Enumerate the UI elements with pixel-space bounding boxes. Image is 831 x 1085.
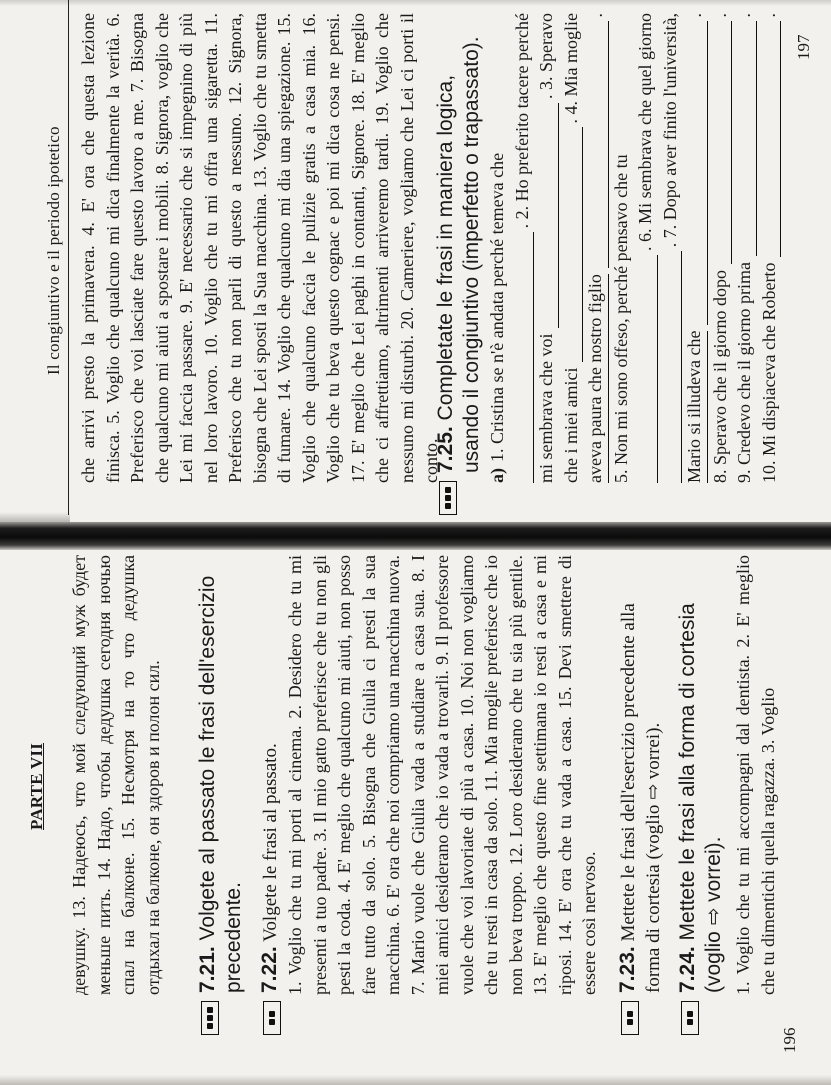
- exercise-7-25-title: 7.25. Completate le frasi in maniera logica, usando il congiuntivo (imperfetto o trapassato).: [434, 36, 483, 473]
- line: a) 1. Cristina se n'è andata perché temeva che: [487, 152, 507, 483]
- line: che i miei amici . 4. Mia moglie: [559, 13, 584, 483]
- difficulty-badge-3: [439, 481, 457, 515]
- difficulty-badge-2: [263, 1001, 281, 1035]
- running-head: PARTE VII: [27, 742, 46, 830]
- line: mi sembrava che voi . 3. Speravo: [534, 13, 559, 483]
- exercise-7-24-text: 1. Voglio che tu mi accompagni dal dentista. 2. E' meglio che tu dimentichi quella ragazza. 3. Voglio: [733, 555, 778, 995]
- exercise-7-23-heading: 7.23. Mettete le frasi dell'esercizio precedente alla forma di cortesia (voglio ⇨ vorrei).: [615, 555, 666, 1035]
- exercise-7-25-heading: [433, 10, 485, 515]
- exercise-7-22-heading: 7.22. Volgete le frasi al passato.: [257, 555, 283, 1035]
- exercise-7-25-lines: [485, 13, 781, 483]
- line: 5. Non mi sono offeso, perché pensavo che tu: [610, 154, 631, 483]
- running-head: Il congiuntivo e il periodo ipotetico: [44, 126, 63, 375]
- exercise-number: 7.22.: [258, 946, 281, 993]
- header-rule: [68, 0, 69, 515]
- page-number: 197: [794, 34, 813, 60]
- line: aveva paura che nostro figlio .: [583, 13, 609, 483]
- exercise-7-24-heading: 7.24. Mettete le frasi alla forma di cortesia (voglio ⇨ vorrei).: [675, 555, 727, 1035]
- difficulty-badge-3: [201, 1001, 219, 1035]
- line: 8. Speravo che il giorno dopo .: [708, 13, 733, 483]
- exercise-number: 7.21.: [196, 946, 219, 993]
- continued-exercise-text: [76, 13, 444, 483]
- line: 10. Mi dispiaceva che Roberto .: [757, 13, 782, 483]
- exercise-number: 7.25.: [434, 426, 457, 473]
- line: Mario si illudeva che .: [682, 13, 708, 483]
- russian-sentences: девушку. 13. Надеюсь, что мой следующий муж будет меньше пить. 14. Надо, чтобы дедушка сегодня ночью спал на балконе. 15. Несмотря на то что дедушка отдыхал на балконе, он здоров и полон сил.: [69, 555, 163, 995]
- page-number: 196: [780, 1027, 799, 1053]
- exercise-7-22-text: 1. Voglio che tu mi porti al cinema. 2. Desidero che tu mi presenti a tuo padre. 3. Il mio gatto preferisce che tu non gli pesti la coda. 4. E' meglio che qualcuno mi aiuti, non posso fare tutto da solo. 5. Bisogna che Giulia ci presti la sua macchina. 6. E' ora che noi compriamo una macchina nuova. 7. Mario vuole che Giulia vada a studiare a casa sua. 8. I miei amici desiderano che io vada a trovarli. 9. Il professore vuole che voi lavoriate di più a casa. 10. Noi non vogliamo che tu resti in casa da solo. 11. Mia moglie preferisce che io non beva troppo. 12. Loro desiderano che tu sia più gentile. 13. E' meglio che questo fine settimana io resti a casa e mi riposi. 14. E' ora che tu vada a casa. 15. Devi smettere di essere così nervoso.: [285, 555, 599, 995]
- exercise-7-21-heading: 7.21. Volgete al passato le frasi dell'esercizio precedente.: [195, 555, 247, 1035]
- exercise-number: 7.23.: [616, 946, 639, 993]
- page-197: [40, 0, 820, 515]
- page-196: [25, 535, 805, 1055]
- line: . 7. Dopo aver finito l'università,: [658, 13, 683, 483]
- scan-edge-bottom: [0, 1075, 831, 1085]
- line: . 2. Ho preferito tacere perché: [510, 13, 535, 483]
- continued-paragraph: che arrivi presto la primavera. 4. E' ora che questa lezione finisca. 5. Voglio che qualcuno mi dica finalmente la verità. 6. Preferisco che voi lasciate fare questo lavoro a me. 7. Bisogna che qualcuno mi aiuti a spostare i mobili. 8. Signora, voglio che Lei mi faccia passare. 9. E' necessario che si impegnino di più nel loro lavoro. 10. Voglio che tu mi offra una sigaretta. 11. Preferisco che tu non parli di questo a nessuno. 12. Signora, bisogna che Lei sposti la Sua macchina. 13. Voglio che tu smetta di fumare. 14. Voglio che qualcuno mi dia una spiegazione. 15. Voglio che qualcuno faccia le pulizie gratis a casa mia. 16. Voglio che tu beva questo cognac e poi mi dica cosa ne pensi. 17. E' meglio che Lei paghi in contanti, Signore. 18. E' meglio che ci affrettiamo, altrimenti arriveremo tardi. 19. Voglio che nessuno mi disturbi. 20. Cameriere, vogliamo che Lei ci porti il conto.: [78, 13, 441, 483]
- difficulty-badge-2: [621, 1001, 639, 1035]
- line: . 6. Mi sembrava che quel giorno: [633, 13, 658, 483]
- exercise-number: 7.24.: [676, 946, 699, 993]
- line: 9. Credevo che il giorno prima .: [732, 13, 757, 483]
- difficulty-badge-2: [681, 1001, 699, 1035]
